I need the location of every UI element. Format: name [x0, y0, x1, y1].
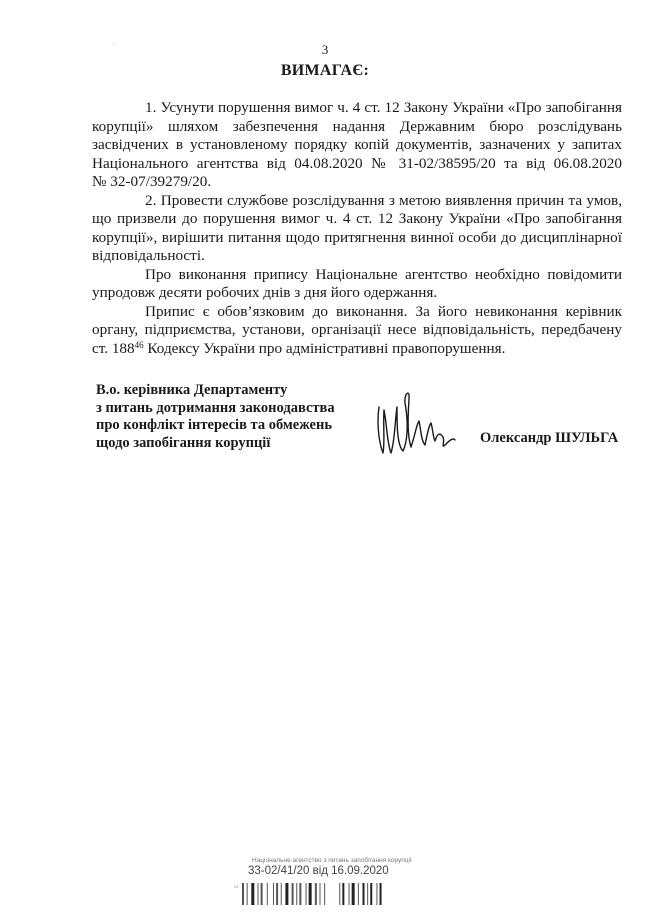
signatory-title-line: з питань дотримання законодавства: [96, 399, 335, 416]
text-line: [92, 340, 622, 359]
paragraph-notification: [92, 266, 622, 303]
paragraph-requirement-1: [92, 99, 622, 192]
text-line: упродовж десяти робочих днів з дня його одержання.: [92, 284, 438, 301]
text-line: Припис є обов’язковим до виконання. За його невиконання керівник: [145, 302, 622, 320]
barcode-bar: [261, 883, 263, 905]
signatory-title-line: про конфлікт інтересів та обмежень: [96, 417, 333, 433]
barcode-bar: [258, 883, 259, 905]
page-number: 3: [321, 42, 329, 57]
barcode-bar: [349, 883, 350, 905]
text-line: корупції» шляхом забезпечення надання Державним бюро розслідувань: [92, 117, 622, 135]
stamp-reg-number: 33-02/41/20 від 16.09.2020: [248, 865, 389, 877]
barcode-bar: [339, 883, 340, 905]
barcode-bar: [251, 883, 254, 905]
signatory-name: Олександр ШУЛЬГА: [480, 430, 619, 446]
handwritten-signature-icon: [375, 385, 485, 465]
text-line: Про виконання припису Національне агентство необхідно повідомити: [145, 265, 622, 283]
barcode-bar: [320, 883, 321, 905]
barcode-bar: [296, 883, 297, 905]
text-line: 2. Провести службове розслідування з метою виявлення причин та умов,: [145, 191, 622, 209]
barcode-bar: [267, 883, 268, 905]
barcode-bar: [352, 883, 355, 905]
signatory-title: [96, 382, 335, 452]
signatory-title-line: щодо запобігання корупції: [96, 434, 271, 451]
barcode-bar: [276, 883, 278, 905]
paragraph-requirement-2: [92, 192, 622, 266]
barcode-bar: [273, 883, 274, 905]
barcode-bar: [342, 883, 344, 905]
barcode-prefix: 08: [234, 884, 239, 889]
barcode-bar: [367, 883, 368, 905]
superscript: 46: [134, 339, 144, 350]
document-body: [92, 99, 622, 358]
barcode-bar: [370, 883, 372, 905]
barcode-bar: [281, 883, 282, 905]
text-segment: ст. 188: [92, 339, 135, 357]
barcode-bar: [242, 883, 244, 905]
paragraph-obligation: [92, 303, 622, 359]
text-line: Національного агентства від 04.08.2020 № 31-02/38595/20 та від 06.08.2020: [92, 154, 622, 172]
barcode-bar: [309, 883, 312, 905]
text-line: органу, підприємства, установи, організації несе відповідальність, передбачену: [92, 321, 622, 338]
signatory-title-line: В.о. керівника Департаменту: [96, 382, 288, 398]
barcode-bar: [376, 883, 377, 905]
stamp-organization: Національне агентство з питань запобігання корупції: [252, 857, 412, 864]
barcode-bar: [315, 883, 317, 905]
barcode-bar: [299, 883, 301, 905]
barcode-bar: [358, 883, 359, 905]
barcode-icon: [242, 883, 412, 912]
text-line: корупції», вирішити питання щодо притягнення винної особи до дисциплінарної: [92, 228, 622, 246]
barcode-bar: [380, 883, 382, 905]
text-line: 1. Усунути порушення вимог ч. 4 ст. 12 Закону України «Про запобігання: [145, 99, 622, 116]
barcode-bar: [247, 883, 248, 905]
text-line: № 32-07/39279/20.: [92, 173, 212, 190]
text-line: засвідчених в установленому порядку копій документів, зазначених у запитах: [92, 136, 622, 153]
barcode-bar: [324, 883, 325, 905]
text-line: відповідальності.: [92, 247, 205, 264]
barcode-bar: [363, 883, 365, 905]
barcode-bar: [285, 883, 288, 905]
registration-stamp: [248, 857, 438, 877]
section-heading: ВИМАГАЄ:: [280, 62, 370, 79]
text-line: що призвели до порушення вимог ч. 4 ст. 12 Закону України «Про запобігання: [92, 210, 622, 227]
barcode-bar: [306, 883, 307, 905]
text-segment: Кодексу України про адміністративні правопорушення.: [143, 339, 506, 357]
barcode-bar: [292, 883, 294, 905]
